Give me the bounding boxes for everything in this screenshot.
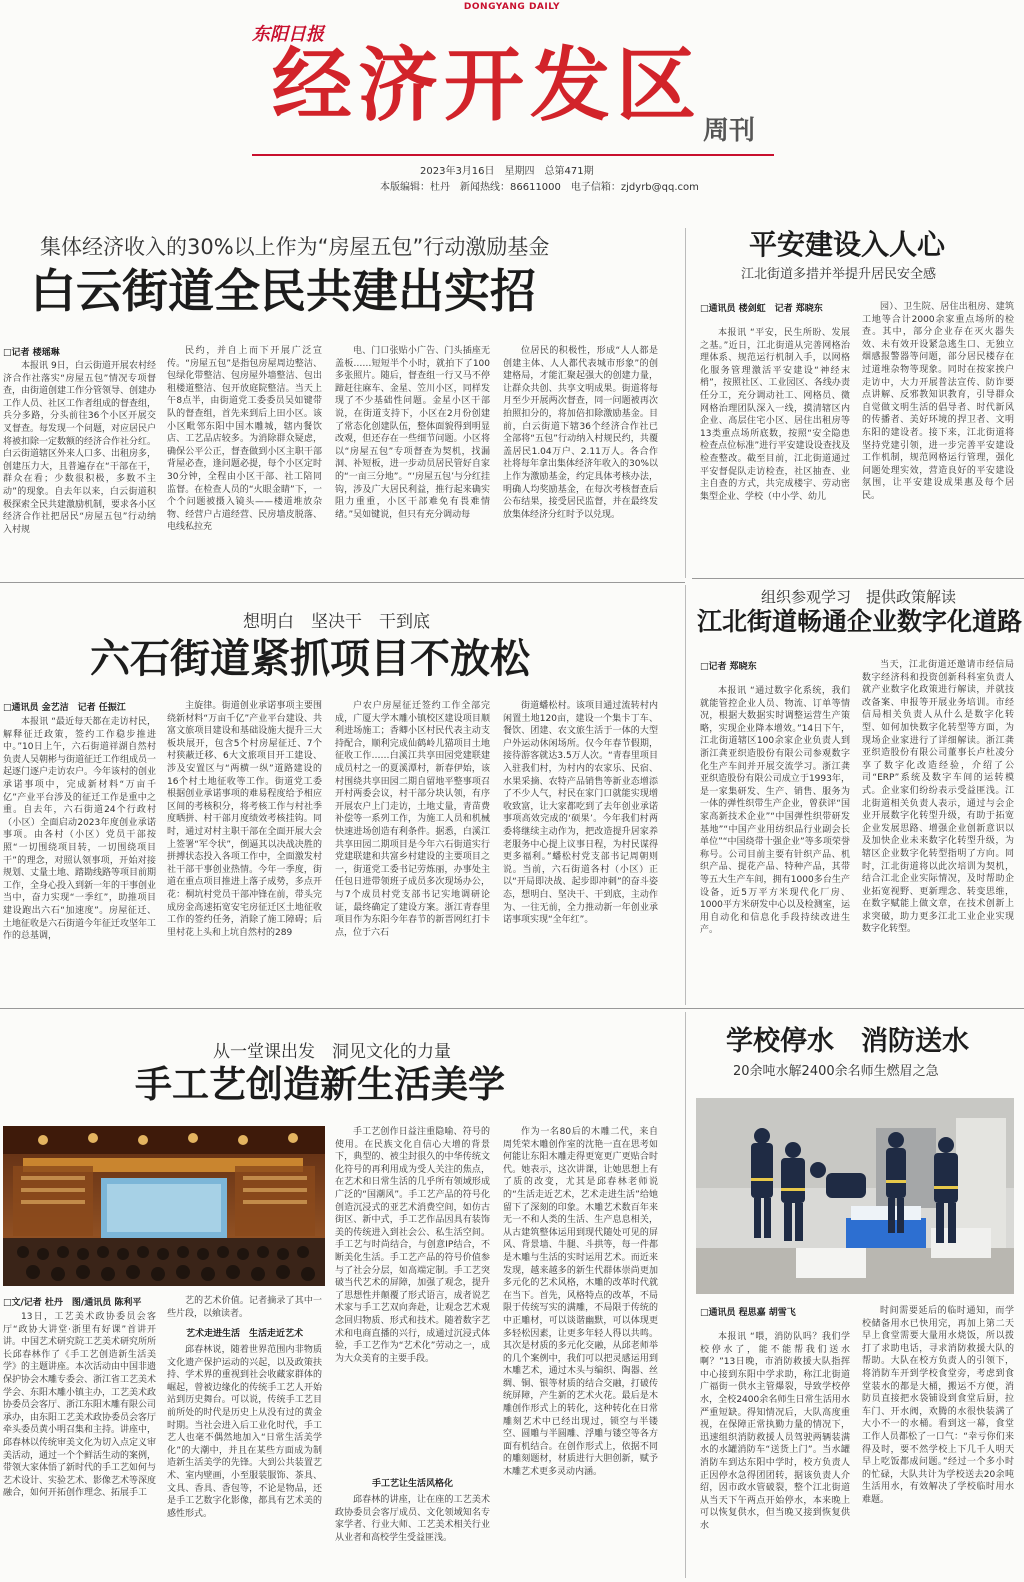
xuexiao-byline: □通讯员 程思嘉 胡雪飞 — [700, 1308, 796, 1318]
pingan-col-1: 本报讯 “平安，民生所盼、发展之基。”近日，江北街道从完善网格治理体系、规范运行机制入手，以网格化服务管理激活平安建设“神经末梢”，按照社区、工业园区、各线办责任分工，充分调动社工、网格员、微网格治理团队深入一线，摸清辖区内企业、高层住宅小区、居住出租房等13类重点场所底数，按照“安全隐患检查点位标准”进行平安建设设查找及检查整改。截至目前，江北街道通过平安督促队走访检查，社区抽查、业主自查的方式，共完成楼宇、劳动密集型企业、学校（中小学、幼儿 — [700, 328, 850, 502]
xuexiao-subtitle: 20余吨水解2400余名师生燃眉之急 — [733, 1064, 939, 1079]
jiangbei-col-2: 当天，江北街道还邀请市经信局数字经济科和投资创新科科室负责人就产业数字化政策进行解读，并就技改备案、申报等开展业务培训。市经信局相关负责人从什么是数字化转型、如何加快数字化转型等方面，为现场企业家进行了详细解读。浙江龚亚织造股份有限公司董事长卢杜凌分享了数字化改造经验，介绍了公司“ERP”系统及数字车间的运转模式。企业家们纷纷表示受益匪浅。江北街道相关负责人表示，通过与会企业开展数字化转型升级，有助于拓宽企业发展思路、增强企业创新意识以及加快企业未来数字化转型升级，为辖区企业数字化转型指明了方向。同时，江北街道将以此次培训为契机，结合江北企业实际情况，及时帮助企业拓宽视野、更新理念、转变思维，在数字赋能上做文章，在技术创新上求突破，助力更多江北工业企业实现数字化转型。 — [862, 660, 1014, 935]
paper-name-logo: 东阳日报 — [252, 24, 324, 45]
pingan-col-2: 园）、卫生院、居住出租房、建筑工地等合计2000余家重点场所的检查。其中，部分企业存在灭火器失效、未有效开设紧急逃生口、无独立烟感报警器等问题，部分居民楼存在过道堆杂物等现象。同时在按家挨户走访中，大力开展普法宣传、防诈要点讲解、反邪教知识教育，引导群众自觉做文明生活的倡导者、时代新风的传播者、美好环境的捍卫者、文明东阳的建设者。接下来，江北街道将坚持党建引领，进一步完善平安建设工作机制，规范网格运行管理，强化问题处理实效，营造良好的平安建设氛围，让平安建设成果惠及每个居民。 — [862, 302, 1014, 501]
shougongyi-col-4: 作为一名80后的木雕二代，来自周凭荣木雕创作室的沈艳一直在思考如何能让东阳木雕走得更宽更广更贴合时代。她表示，这次讲课，让她思想上有了质的改变，尤其是邱春林老师说的“生活走近艺术，艺术走进生活”给她留下了深刻的印象。木雕艺术数百年来无一不和人类的生活、生产息息相关，从古建筑整体运用到现代随处可见的屏风、背景墙、牛腿、斗拱等，每一件都是木雕与生活的实时运用艺术。而近来发现，越来越多的新生代群体崇尚更加多元化的艺术风格，木雕的改革时代就在当下。首先，风格特点的改革，不局限于传统写实的满雕，不局限于传统的中正雕材，可以谈谐幽默，可以体现更多轻松因素，让更多年轻人得以共鸣。其次是材质的多元化交融，从邱老师举的几个案例中，我们可以把灵感运用到木雕艺术，通过木头与编织、陶器、丝绸、铜、银等材质的结合交融，打破传统屏障，产生新的艺术火花。最后是木雕创作形式上的转化，这种转化在日常雕刻艺术中已经出现过，锁空与半镂空、圆雕与半圆雕、浮雕与镂空等各方面有机结合。在创作形式上，依据不同的雕刻题材，材质进行大胆创新，赋予木雕艺术更多灵动内涵。 — [503, 1127, 658, 1478]
shougongyi-byline: □文/记者 杜丹 图/通讯员 陈利平 — [3, 1298, 142, 1308]
lecture-hall-illustration — [3, 1126, 325, 1286]
jiangbei-byline: □记者 郑晓东 — [700, 662, 757, 672]
section-divider — [692, 578, 1024, 579]
jiangbei-headline: 江北街道畅通企业数字化道路 — [697, 607, 1023, 636]
liushi-col-2: 主旋律。街道创业承诺事项主要围绕新材料“万亩千亿”产业平台建设、共富文旅项目建设和基础设施大提升三大板块展开，包含5个村房屋征迁、7个村狭蔽迁移、6大文旅项目开工建设、涉及安置区与“两横一纵”道路建设的16个村土地征收等工作。街道党工委根据创业承诺事项的难易程度给予相应区间的考核积分，将考核工作与村社季度晒拼、村干部月度绩效考核挂钩。同时，通过对村主职干部在全面开展大会上签署“军令状”，倒逼其以决战决胜的拼搏状态投入各项工作中，全面激发村社干部干事创业热情。今年一季度，街道在重点项目推进上落子成势，多点开花：桐坑村党员干部冲锋在前，带头完成房金高速拓宽安宅房征迁区土地征收工作的签约任务，消除了施工障碍；后里村花上头和上坑自然村的289 — [167, 701, 322, 938]
masthead-rule — [252, 154, 774, 156]
liushi-col-4: 街道蟠松村。该项目通过流转村内闲置土地120亩，建设一个集卡丁车、餐饮、团建、农文旅生活于一体的大型户外运动休闲场所。仅今年春节假期，接待游客就达3.5万人次。“青春里项目入驻我们村，为村内的农家乐、民宿、水果采摘、农特产品销售等新业态增添了不少人气，村民在家门口就能实现增收致富，让大家都吃到了去年创业承诺事项高效完成的‘硕果’。今年我们村两委将继续主动作为，把改造提升居家养老服务中心提上议事日程，为村民谋得更多福利。”蟠松村党支部书记周朝则说。当前，六石街道各村（小区）正以“开局即决战、起步即冲刺”的奋斗姿态，想明白、坚决干、干到底，主动作为、一往无前，全力推动新一年创业承诺事项实现“全年红”。 — [503, 701, 658, 926]
liushi-col-3: 户农户房屋征迁签约工作全部完成，广厦大学木雕小镇校区建设项目顺利进场施工；香卿小区村民代表主动支持配合，顺利完成仙鹤岭儿猫项目土地征收工作……白溪江共享田园党建联建成员村之一的夏溪潭村，新春伊始，该村围绕共享田园二期自留地平整事项召开村两委会议，村干部分块认领，有序开展农户上门走访，土地丈量，青苗费补偿等一系列工作，为施工人员和机械快速进场创造有利条件。据悉，白溪江共享田园二期项目是今年六石街道实行党建联建和共富乡村建设的主要项目之一，街道党工委书记劳炼丽，办事处主任包日进带领班子成员多次现场办公，与7个成员村党支部书记实地调研论证，最终确定了建设方案。浙江青春里项目作为东阳今年春节的新晋网红打卡点，位于六石 — [335, 701, 490, 938]
shougongyi-subhead-2: 手工艺让生活风格化 — [371, 1479, 453, 1489]
masthead-date: 2023年3月16日 星期四 总第471期 — [420, 166, 594, 177]
baiyun-col-3: 电、门口张贴小广告、门头插座无盖板……短短半个小时，就拍下了100多张照片。随后，督查组一行又马不停蹄赶往麻车、金星、笠川小区，同样发现了不少基础性问题。金星小区干部说，在街道支持下，小区在2月份创建了常态化创建队伍，整体面貌得到明显改观，但还存在一些细节问题。小区将以“房屋五包”专项督查为契机，找漏洞、补短板，进一步动员居民管好自家的“一亩三分地”。“‘房屋五包’与分红挂钩，涉及广大居民利益，推行起来确实阻力重重，小区干部难免有畏难情绪。”吴如键说，但只有充分调动每 — [335, 346, 490, 520]
pingan-subtitle: 江北街道多措并举提升居民安全感 — [741, 267, 937, 282]
pingan-headline: 平安建设入人心 — [749, 228, 946, 261]
baiyun-col-1: 本报讯 9日，白云街道开展农村经济合作社落实“房屋五包”情况专项督查，由街道创建工作分管领导、创建办工作人员、社区工作者组成的督查组，兵分多路，分头前往36个小区开展交叉督查。每发现一个问题，对应居民户将被扣除一定数额的经济合作社分红。白云街道辖区外来人口多、出租房多，创建压力大，且普遍存在“干部在干，群众在看；少数很积极，多数不主动”的现象。自去年以来，白云街道积极探索全民共建激励机制，要求各小区经济合作社把居民“房屋五包”行动纳入村规 — [3, 361, 156, 535]
liushi-kicker: 想明白 坚决干 干到底 — [243, 612, 430, 632]
shougongyi-col-3b: 邱春林的讲座，让在座的工艺美术政协委员会客厅成员、文化领域知名专家学者、行业大师、工艺美术相关行业从业者和高校学生受益匪浅。 — [335, 1495, 490, 1543]
baiyun-col-4: 位居民的积极性，形成“人人都是创建主体、人人都代表城市形象”的创建格局，才能汇聚起强大的创建力量，让群众共创、共享文明成果。街道将每月至少开展两次督查，同一问题被再次拍照扣分的，将加倍扣除激励基金。目前，白云街道下辖36个经济合作社已全部将“五包”行动纳入村规民约，共覆盖居民1.04万户、2.11万人。各合作社将每年拿出集体经济年收入的30%以上作为激励基金，约定具体考核办法，明确人均奖励基金，在每次考核督查后公布结果，接受居民监督，并在最终发放集体经济分红时予以兑现。 — [503, 346, 658, 520]
baiyun-kicker: 集体经济收入的30%以上作为“房屋五包”行动激励基金 — [40, 235, 550, 259]
liushi-col-1: 本报讯 “最近每天都在走访村民，解释征迁政策，签约工作稳步推进中。”10日上午，六石街道祥湖自然村负责人吴朝彬与街道征迁工作组成员一起逐门逐户走访农户。今年该村的创业承诺事项中，完成新材料“万亩千亿”产业平台涉及的征迁工作是重中之重。自去年，六石街道24个行政村（小区）全面启动2023年度创业承诺事项。由各村（小区）党员干部按照“一切围绕项目转，一切围绕项目干”的理念，对照认领事项，开始对接规划、丈量土地、踏勘线路等项目前期工作，全身心投入到新一年的干事创业当中，奋力实现“一季红”，助推项目建设跑出六石“加速度”。房屋征迁、土地征收是六石街道今年征迁攻坚年工作的总基调， — [3, 717, 156, 942]
firefighters-illustration — [696, 1098, 1014, 1294]
shougongyi-col-1: 13日，工艺美术政协委员会客厅“政协大讲堂·浙里有好课”首讲开讲。中国艺术研究院工艺美术研究所所长邱春林作了《手工艺创造新生活美学》的主题讲座。本次活动由中国非遗保护协会木雕专委会、浙江省工艺美术学会、东阳木雕小镇主办，工艺美术政协委员会客厅、浙江东阳木雕有限公司承办，由东阳工艺美术政协委员会客厅牵头委员黄小明召集和主持。讲座中，邱春林以传统审美文化为切入点定义审美活动，通过一个个鲜活生动的案例，带领大家体悟了新时代的手工艺如何与艺术设计、实验艺术、影像艺术等深度融合，如何开拓创作理念、拓展手工 — [3, 1312, 156, 1499]
lecture-hall-photo — [3, 1126, 325, 1286]
column-divider — [685, 228, 686, 578]
jiangbei-kicker: 组织参观学习 提供政策解读 — [761, 588, 957, 606]
pingan-byline: □通讯员 楼剑虹 记者 郑晓东 — [700, 304, 823, 314]
xuexiao-col-2: 时间需要延后的临时通知，而学校储备用水已快用完，再加上第二天早上食堂需要大量用水烧饭，所以拨打了求助电话，寻求消防救援大队的帮助。大队在校方负责人的引领下，将消防车开到学校食堂旁，考虑到食堂装水的都是大桶，搬运不方便，消防员直接把水袋铺设到食堂后厨，拉车门、开水阀，欢腾的水很快装满了大小不一的水桶。看到这一幕，食堂工作人员都松了一口气：“幸亏你们来得及时，要不然学校上下几千人明天早上吃饭都成问题。”经过一个多小时的忙碌，大队共计为学校送去20余吨生活用水，有效解决了学校临时用水难题。 — [862, 1306, 1014, 1505]
jiangbei-col-1: 本报讯 “通过数字化系统，我们就能管控企业人员、物流、订单等情况，根据大数据实时调整运营生产策略，实现企业降本增效。”14日下午，江北街道辖区100余家企业负责人到浙江龚亚织造股份有限公司参观数字化生产车间并开展交流学习。浙江龚亚织造股份有限公司成立于1993年，是一家集研发、生产、销售、服务为一体的弹性织带生产企业，曾获评“国家高新技术企业”“中国弹性织带研发基地”“中国产业用纺织品行业副会长单位”“中国绕带十强企业”等多项荣誉称号。公司目前主要有针织产品、机织产品、提花产品、特种产品，其带等五大生产车间，拥有1000多台生产设备，近5万平方米现代化厂房、1000平方米研发中心以及检测室，运用自动化和信息化手段持续改进生产。 — [700, 686, 850, 936]
shougongyi-col-3a: 手工艺创作日益注重隐喻、符号的使用。在民族文化自信心大增的背景下，典型的、被尘封很久的中华传统文化符号的再利用成为受人关注的焦点，在艺术和日常生活的几乎所有领域形成广泛的“国潮风”。手工艺产品的符号化创造沉浸式的亚艺术消费空间，如仿古街区、新中式，手工艺作品因具有装饰美的传统进入到社会公、私生活空间。手工艺与时尚结合，与创意IP结合，不断美化生活。手工艺产品的符号价值参与了社会分层，如高端定制。手工艺突破当代艺术的屏障，加强了观念，提升了思想性并颠覆了形式语言，成者说艺术家与手工艺双向奔赴，让观念艺术观念回归物质、形式和技术。随着数字艺术和电商直播的兴行，成通过沉浸式体验，手工艺作为“艺术化”劳动之一，成为大众美育的主要手段。 — [335, 1127, 490, 1364]
firefighters-water-photo — [696, 1098, 1014, 1294]
section-divider — [0, 1008, 1024, 1009]
xuexiao-col-1: 本报讯 “喂，消防队吗？我们学校停水了，能不能帮我们送水啊？”13日晚，市消防救援大队指挥中心接到东阳中学求助，称江北街道广福街一供水主管爆裂，导致学校停水，全校2400余名师生日常生活用水严重短缺。得知情况后，大队高度重视，在保障正常执勤力量的情况下，迅速组织消防救援人员驾驶两辆装满水的水罐消防车“送货上门”。当水罐消防车到达东阳中学时，校方负责人正因停水急得团团转，据该负责人介绍，因市政水管破裂，整个江北街道从当天下午两点开始停水，本来晚上可以恢复供水，但当晚又接到恢复供水 — [700, 1332, 850, 1531]
shougongyi-headline: 手工艺创造新生活美学 — [135, 1063, 505, 1106]
column-divider — [685, 585, 686, 1005]
masthead-editor: 本版编辑：杜丹 新闻热线：86611000 电子信箱：zjdyrb@qq.com — [380, 182, 699, 193]
shougongyi-col-2a: 艺的艺术价值。记者摘录了其中一些片段，以飨读者。 — [167, 1296, 322, 1319]
baiyun-headline: 白云街道全民共建出实招 — [30, 264, 536, 318]
masthead-title: 经济开发区 — [272, 38, 702, 132]
shougongyi-kicker: 从一堂课出发 洞见文化的力量 — [213, 1042, 451, 1062]
shougongyi-col-2b: 邱春林说，随着世界范围内非物质文化遗产保护运动的兴起，以及政策扶持、学术界的重视到社会收藏家群体的崛起，曾被边缘化的传统手工艺人开始站到历史舞台。可以说，传统手工艺目前所处的时代是历史上从没有过的黄金时期。当社会进入后工业化时代，手工艺人也毫不偶然地加入“日常生活美学化”的大潮中，并且在某些方面成为制造新生活美学的先锋。大到公共装置艺术、室内壁画，小至服装服饰、茶具、文具、香具、香包等，不论是物品，还是手工艺数字化影像，都具有艺术美的感性形式。 — [167, 1345, 322, 1519]
liushi-headline: 六石街道紧抓项目不放松 — [90, 636, 530, 682]
column-divider — [685, 1012, 686, 1578]
masthead-top-label: DONGYANG DAILY — [463, 2, 561, 12]
shougongyi-subhead-1: 艺术走进生活 生活走近艺术 — [185, 1329, 303, 1339]
baiyun-col-2: 民约，并自上而下开展广泛宣传。“房屋五包”是指包房屋周边整洁、包绿化带整洁、包房屋外墙整洁、包出租楼道整洁、包开放庭院整洁。当天上午8点半，由街道党工委委员吴如键带队的督查组，首先来到后上田小区。该小区毗邻东阳中国木雕城，辖内餐饮店、工艺品店较多。为消除群众疑虑，确保公平公正，督查做到小区主职干部背屋必查，逢问题必提，每个小区定时30分钟，全程由小区干部、社工陪同监督。在检查人员的“火眼金睛”下，一个个问题被摄入镜头——楼道堆放杂物、经营户占道经营、民房墙皮脱落、电线私拉充 — [167, 346, 322, 533]
liushi-byline: □通讯员 金艺洁 记者 任振江 — [3, 703, 126, 713]
section-divider — [0, 582, 685, 583]
masthead-subtitle: 周刊 — [703, 116, 756, 146]
xuexiao-headline: 学校停水 消防送水 — [726, 1026, 969, 1057]
baiyun-byline: □记者 楼瑶琳 — [3, 348, 60, 358]
